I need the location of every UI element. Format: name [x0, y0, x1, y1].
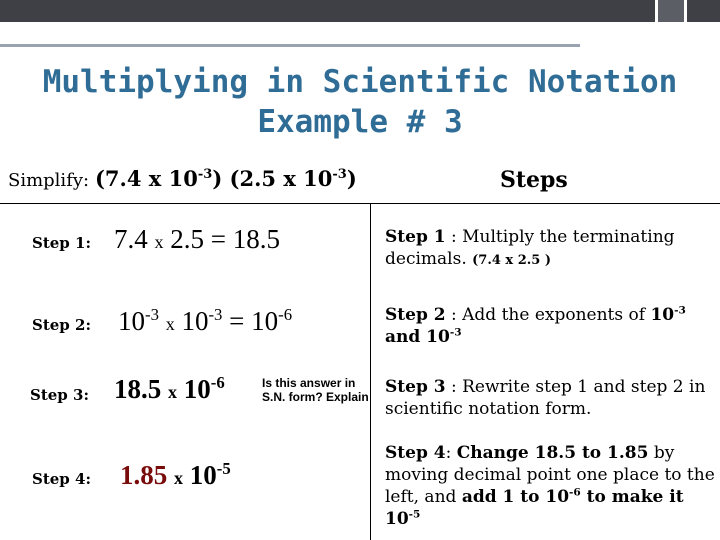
simplify-expression: (7.4 x $10^{-3}$) (2.5 x $10^{-3}$) [95, 166, 357, 191]
simplify-label: Simplify: [8, 170, 90, 191]
right-step3-text: Step 3 : Rewrite step 1 and step 2 in scientific notation form. [385, 377, 706, 419]
horizontal-divider [0, 203, 720, 204]
top-decoration-bar [0, 0, 720, 22]
answer-question-note: Is this answer in S.N. form? Explain [262, 376, 369, 404]
step2-math: $10^{-3}$ x $10^{-3} = 10^{-6}$ [118, 305, 293, 336]
steps-heading: Steps [500, 167, 568, 193]
step4-math: 1.85 x $10^{-5}$ [120, 459, 231, 490]
step4-label: Step 4: [32, 470, 91, 488]
title-accent-line [0, 44, 580, 47]
right-step2-text: Step 2 : Add the exponents of $10^{-3}$ and $10^{-3}$ [385, 304, 686, 347]
vertical-divider [370, 204, 371, 540]
page-title: Multiplying in Scientific Notation Example # 3 [42, 64, 678, 140]
step2-label: Step 2: [32, 316, 91, 334]
step1-label: Step 1: [32, 234, 91, 252]
step3-label: Step 3: [30, 386, 89, 404]
step1-math: 7.4 x 2.5 = 18.5 [114, 224, 280, 254]
step3-math: 18.5 x $10^{-6}$ [114, 373, 225, 404]
right-step4-text: Step 4: Change 18.5 to 1.85 by moving decimal point one place to the left, and add 1 to $10^{-6}$ to make it $10^{-5}$ [385, 443, 715, 529]
right-step1-text: Step 1 : Multiply the terminating decimals. (7.4 x 2.5 ) [385, 227, 675, 269]
